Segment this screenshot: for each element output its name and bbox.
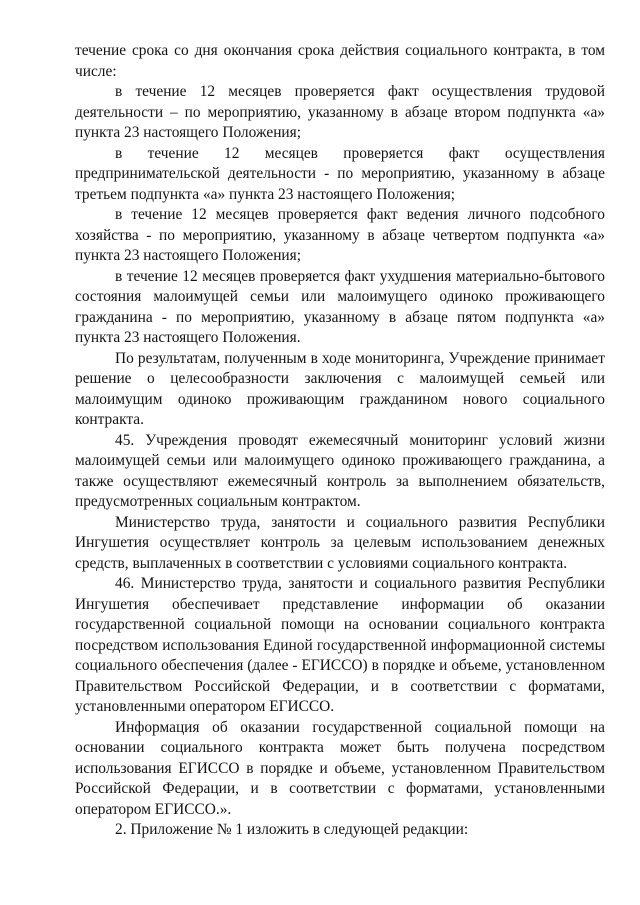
paragraph-item-46: 46. Министерство труда, занятости и социального развития Республики Ингушетия обеспечивает представление информации об оказании государственной социальной помощи на основании социального контракта посредством использования Единой государственной информационной системы социального обеспечения (далее - ЕГИССО) в порядке и объеме, установленном Правительством Российской Федерации, и в соответствии с форматами, установленными оператором ЕГИССО.: [75, 575, 605, 715]
document-page: [75, 41, 605, 841]
paragraph-egisso-info: Информация об оказании государственной социальной помощи на основании социального контракта может быть получена посредством использования ЕГИССО в порядке и объеме, установленном Правительством Российской Федерации, и в соответствии с форматами, установленными оператором ЕГИССО.».: [75, 718, 605, 818]
paragraph-labor-activity: в течение 12 месяцев проверяется факт осуществления трудовой деятельности – по мероприятию, указанному в абзаце втором подпункта «а» пункта 23 настоящего Положения;: [75, 83, 605, 141]
paragraph-item-45: 45. Учреждения проводят ежемесячный мониторинг условий жизни малоимущей семьи или малоимущего одиноко проживающего гражданина, а также осуществляют ежемесячный контроль за выполнением обязательств, предусмотренных социальным контрактом.: [75, 431, 605, 510]
paragraph-entrepreneurship: в течение 12 месяцев проверяется факт осуществления предпринимательской деятельности - по мероприятию, указанному в абзаце третьем подпункта «а» пункта 23 настоящего Положения;: [75, 144, 605, 203]
paragraph-continuation: течение срока со дня окончания срока действия социального контракта, в том числе:: [75, 42, 605, 80]
paragraph-appendix-1: 2. Приложение № 1 изложить в следующей редакции:: [115, 821, 469, 838]
paragraph-monitoring-results: По результатам, полученным в ходе мониторинга, Учреждение принимает решение о целесообразности заключения с малоимущей семьей или малоимущим одиноко проживающим гражданином нового социального контракта.: [75, 349, 605, 428]
paragraph-living-conditions: в течение 12 месяцев проверяется факт ухудшения материально-бытового состояния малоимущей семьи или малоимущего одиноко проживающего гражданина - по мероприятию, указанному в абзаце пятом подпункта «а» пункта 23 настоящего Положения.: [75, 267, 605, 346]
paragraph-ministry-control: Министерство труда, занятости и социального развития Республики Ингушетия осуществляет контроль за целевым использованием денежных средств, выплаченных в соответствии с условиями социального контракта.: [75, 513, 605, 572]
paragraph-household: в течение 12 месяцев проверяется факт ведения личного подсобного хозяйства - по мероприятию, указанному в абзаце четвертом подпункта «а» пункта 23 настоящего Положения;: [75, 206, 605, 264]
